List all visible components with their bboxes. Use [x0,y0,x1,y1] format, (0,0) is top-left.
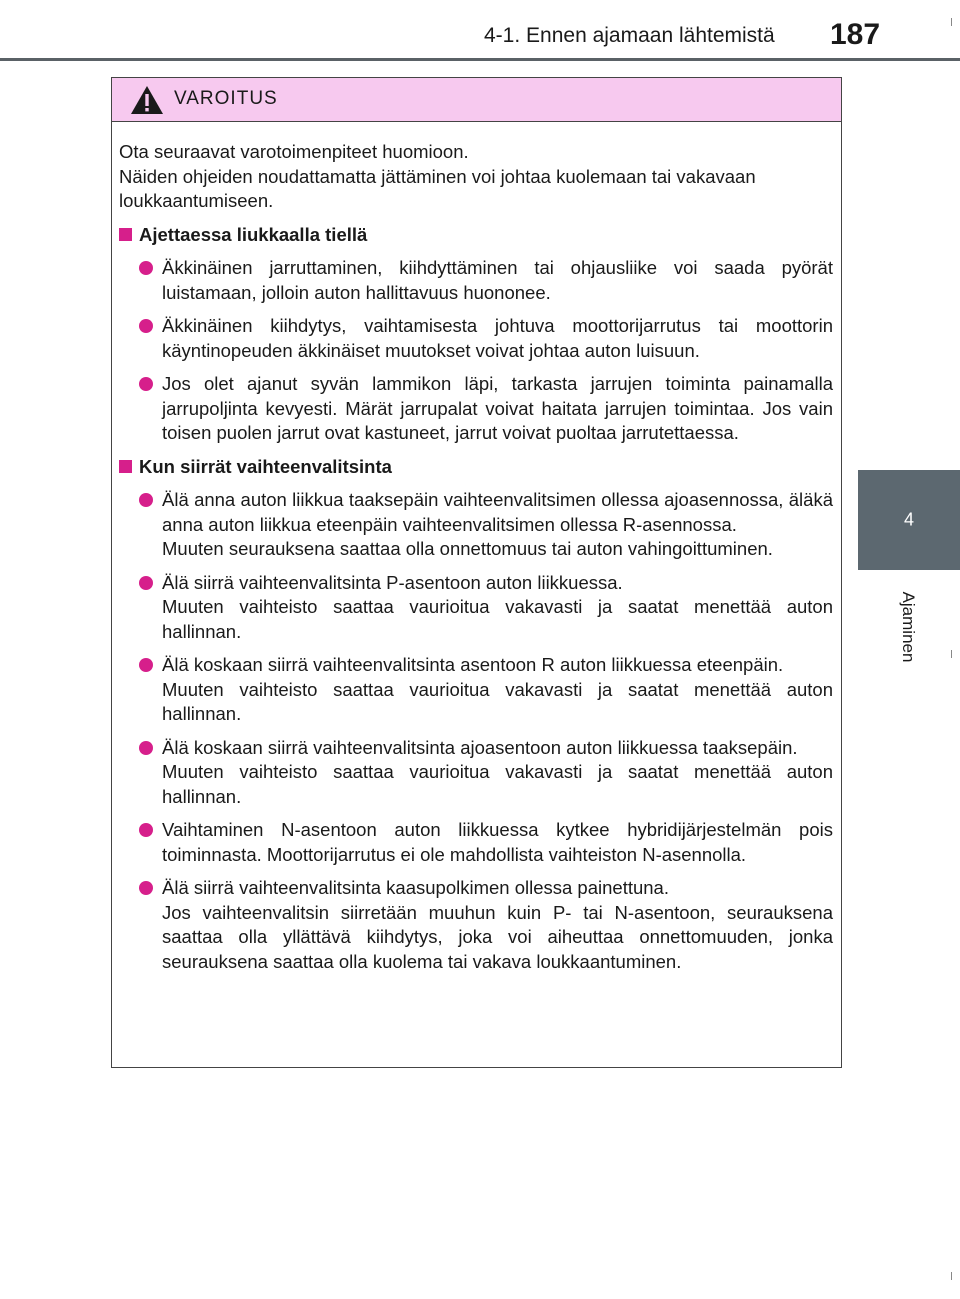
bullet-text: Äkkinäinen kiihdytys, vaihtamisesta johtuva moottorijarrutus tai moottorin käyntinopeuden äkkinäiset muutokset voivat johtaa auton luisuun. [162,315,833,361]
bullet-text: Jos olet ajanut syvän lammikon läpi, tarkasta jarrujen toiminta painamalla jarrupoljinta kevyesti. Märät jarrupalat voivat haitata jarrujen toimintaa. Jos vain toisen puolen jarrut ovat kastuneet, jarrut voivat puoltaa jarrutettaessa. [162,373,833,443]
chapter-label [895,582,921,672]
section-heading-text: Ajettaessa liukkaalla tiellä [139,223,368,245]
bullet-item [119,653,833,727]
page-number: 187 [830,18,881,51]
section-heading-text: Kun siirrät vaihteenvalitsinta [139,455,392,477]
circle-bullet-icon [139,261,153,275]
bullet-text: Älä koskaan siirrä vaihteenvalitsinta asentoon R auton liikkuessa eteenpäin. [162,654,784,675]
bullet-item [119,256,833,305]
warning-intro [119,140,833,214]
chapter-label-text: Ajaminen [899,591,918,663]
warning-box [111,77,842,1068]
circle-bullet-icon [139,377,153,391]
crop-mark [951,1272,952,1280]
header-rule [0,58,960,61]
bullet-item [119,372,833,446]
bullet-text: Älä siirrä vaihteenvalitsinta P-asentoon auton liikkuessa. [162,571,623,593]
warning-body [112,122,841,974]
bullet-item [119,876,833,974]
bullet-text: Älä siirrä vaihteenvalitsinta kaasupolkimen ollessa painettuna. [162,877,669,898]
bullet-text: Älä koskaan siirrä vaihteenvalitsinta ajoasentoon auton liikkuessa taaksepäin. [162,736,798,758]
bullet-text: Muuten seurauksena saattaa olla onnettomuus tai auton vahingoittuminen. [162,538,773,559]
section-heading [119,455,833,480]
bullet-text: Muuten vaihteisto saattaa vaurioitua vakavasti ja saatat menettää auton hallinnan. [162,596,833,642]
bullet-text: Älä anna auton liikkua taaksepäin vaihteenvalitsimen ollessa ajoasennossa, äläkä anna auton liikkua eteenpäin vaihteenvalitsimen ollessa R-asennossa. [162,489,833,535]
square-bullet-icon [119,460,132,473]
warning-header [112,78,841,122]
bullet-text: Jos vaihteenvalitsin siirretään muuhun kuin P- tai N-asentoon, seurauksena saattaa olla yllättävä kiihdytys, joka voi aiheuttaa onnettomuuden, jonka seurauksena saattaa olla kuolema tai vakava loukkaantuminen. [162,901,833,972]
circle-bullet-icon [139,576,153,590]
circle-bullet-icon [139,658,153,672]
bullet-item [119,571,833,645]
circle-bullet-icon [139,881,153,895]
intro-line: Näiden ohjeiden noudattamatta jättäminen voi johtaa kuolemaan tai vakavaan loukkaantumiseen. [119,165,756,211]
crop-mark [951,650,952,658]
bullet-text: Muuten vaihteisto saattaa vaurioitua vakavasti ja saatat menettää auton hallinnan. [162,761,833,807]
warning-triangle-icon [130,85,164,115]
chapter-tab [858,470,960,570]
section-heading [119,223,833,248]
bullet-item [119,818,833,867]
circle-bullet-icon [139,741,153,755]
bullet-item [119,488,833,562]
bullet-item [119,736,833,810]
bullet-text: Vaihtaminen N-asentoon auton liikkuessa kytkee hybridijärjestelmän pois toiminnasta. Moottorijarrutus ei ole mahdollista vaihteiston N-asennolla. [162,819,833,865]
warning-title: VAROITUS [174,88,278,109]
chapter-number: 4 [903,509,914,530]
bullet-item [119,314,833,363]
bullet-text: Muuten vaihteisto saattaa vaurioitua vakavasti ja saatat menettää auton hallinnan. [162,678,833,724]
circle-bullet-icon [139,823,153,837]
section-title: 4-1. Ennen ajamaan lähtemistä [484,24,775,47]
bullet-text: Äkkinäinen jarruttaminen, kiihdyttäminen tai ohjausliike voi saada pyörät luistamaan, jolloin auton hallittavuus huononee. [162,257,833,303]
circle-bullet-icon [139,319,153,333]
circle-bullet-icon [139,493,153,507]
square-bullet-icon [119,228,132,241]
intro-line: Ota seuraavat varotoimenpiteet huomioon. [119,141,469,162]
crop-mark [951,18,952,26]
